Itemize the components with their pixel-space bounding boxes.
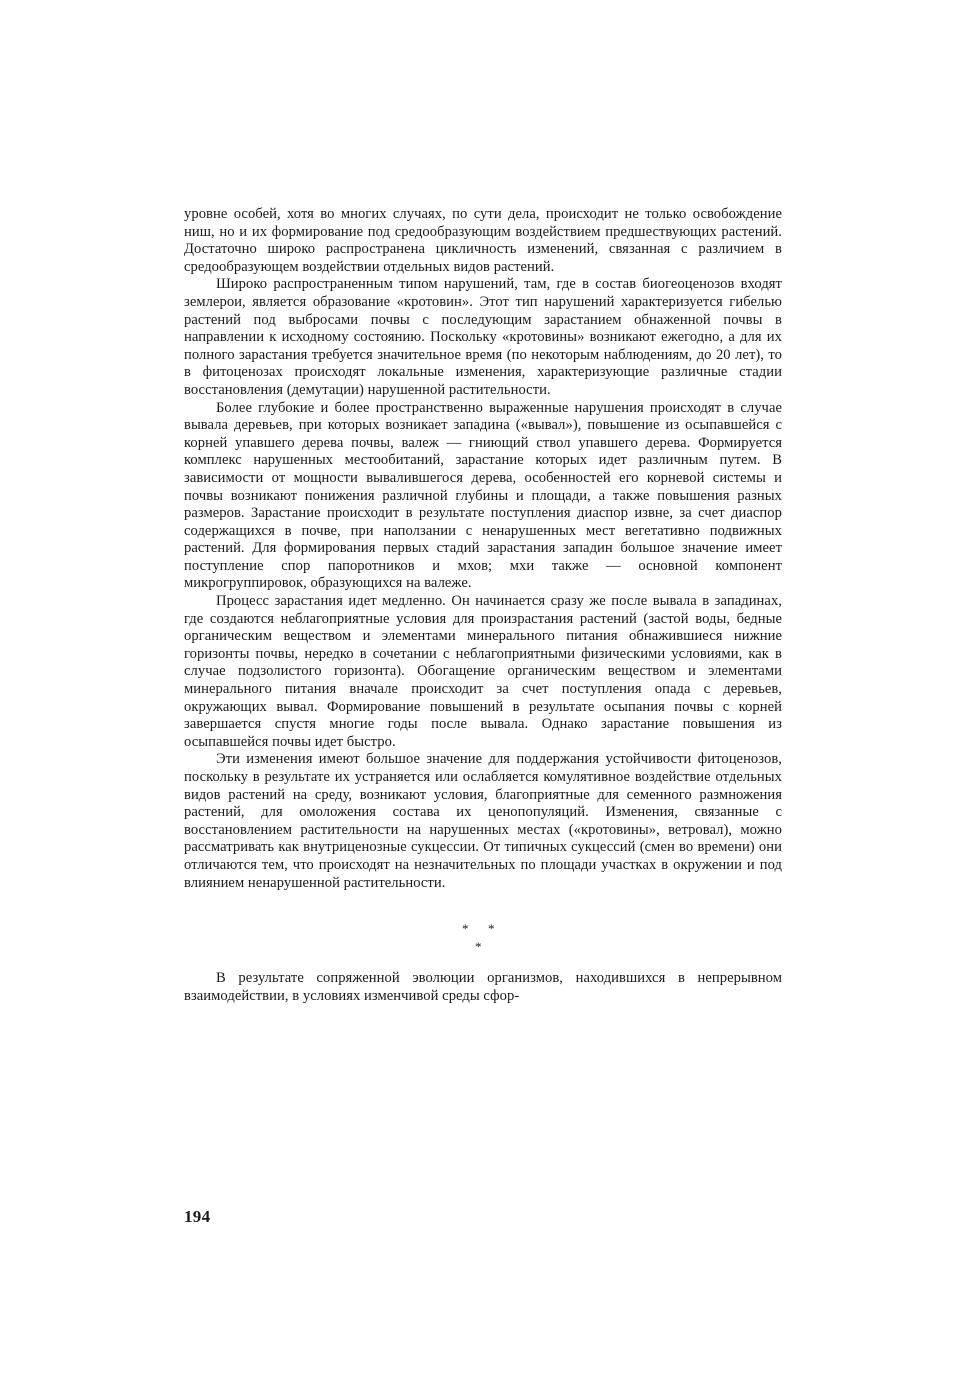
page-number: 194 bbox=[184, 1207, 211, 1226]
paragraph-5: Эти изменения имеют большое значение для поддержания устойчивости фитоценозов, поскольку в результате их устраняется или ослабляется комулятивное воздействие отдельных видов растений на среду, возникают условия, благоприятные для семенного размножения растений, для омоложения состава их ценопопуляций. Изменения, связанные с восстановлением растительности на нарушенных местах («кротовины», ветровал), можно рассматривать как внутриценозные сукцессии. От типичных сукцессий (смен во времени) они отличаются тем, что происходят на незначительных по площади участках в окружении и под влиянием ненарушенной растительности. bbox=[184, 751, 782, 891]
paragraph-3: Более глубокие и более пространственно выраженные нарушения происходят в случае вывала деревьев, при которых возникает западина («вывал»), повышение из осыпавшейся с корней упавшего дерева почвы, валеж — гниющий ствол упавшего дерева. Формируется комплекс нарушенных местообитаний, зарастание которых идет различным путем. В зависимости от мощности вывалившегося дерева, особенностей его корневой системы и почвы возникают понижения различной глубины и площади, а также повышения разных размеров. Зарастание происходит в результате поступления диаспор извне, за счет диаспор содержащихся в почве, при наползании с ненарушенных мест вегетативно подвижных растений. Для формирования первых стадий зарастания западин большое значение имеет поступление спор папоротников и мхов; мхи также — основной компонент микрогруппировок, образующихся на валеже. bbox=[184, 399, 782, 592]
paragraph-1: уровне особей, хотя во многих случаях, по сути дела, происходит не только освобождение ниш, но и их формирование под средообразующим воздействием предшествующих растений. Достаточно широко распространена цикличность изменений, связанная с различием в средообразующем воздействии отдельных видов растений. bbox=[184, 206, 782, 275]
paragraph-2: Широко распространенным типом нарушений, там, где в состав биогеоценозов входят землерои, является образование «кротовин». Этот тип нарушений характеризуется гибелью растений под выбросами почвы с последующим зарастанием обнаженной почвы в направлении к исходному состоянию. Поскольку «кротовины» возникают ежегодно, а для их полного зарастания требуется значительное время (по некоторым наблюдениям, до 20 лет), то в фитоценозах происходят локальные изменения, характеризующие различные стадии восстановления (демутации) нарушенной растительности. bbox=[184, 276, 782, 398]
section-separator bbox=[184, 900, 782, 964]
paragraph-4: Процесс зарастания идет медленно. Он начинается сразу же после вывала в западинах, где создаются неблагоприятные условия для произрастания растений (застой воды, бедные органическим веществом и элементами минерального питания обнажившиеся нижние горизонты почвы, нередко в сочетании с неблагоприятными физическими условиями, как в случае подзолистого горизонта). Обогащение органическим веществом и элементами минерального питания вначале происходит за счет поступления опада с деревьев, окружающих вывал. Формирование повышений в результате осыпания почвы с корней завершается спустя многие годы после вывала. Однако зарастание повышения из осыпавшейся почвы идет быстро. bbox=[184, 593, 782, 750]
separator-star: * bbox=[462, 921, 469, 937]
separator-star: * bbox=[488, 921, 495, 937]
page-body bbox=[184, 206, 782, 1005]
paragraph-final: В результате сопряженной эволюции организмов, находившихся в непрерывном взаимодействии, в условиях изменчивой среды сфор- bbox=[184, 970, 782, 1004]
separator-star: * bbox=[475, 939, 482, 955]
